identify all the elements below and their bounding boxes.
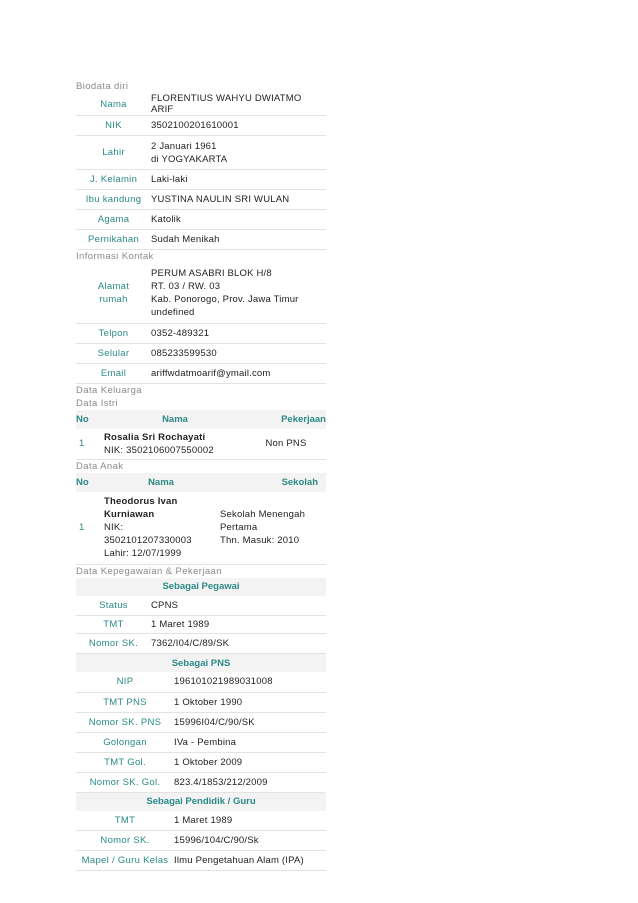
- anak-header-sekolah: Sekolah: [218, 473, 326, 492]
- biodata-row-pernikahan: [76, 230, 326, 250]
- kontak-table: [76, 263, 326, 384]
- value-tmt: 1 Maret 1989: [151, 616, 326, 634]
- section-kontak-title: Informasi Kontak: [76, 251, 154, 262]
- istri-pekerjaan: Non PNS: [246, 429, 326, 460]
- label-email: Email: [76, 363, 151, 383]
- istri-nama: Rosalia Sri Rochayati: [104, 431, 206, 443]
- value-guru-mapel: Ilmu Pengetahuan Alam (IPA): [174, 851, 326, 871]
- value-status: CPNS: [151, 596, 326, 616]
- label-lahir: Lahir: [76, 136, 151, 170]
- section-kepegawaian-title: Data Kepegawaian & Pekerjaan: [76, 565, 222, 577]
- kontak-row-email: [76, 363, 326, 383]
- value-tmt-gol: 1 Oktober 2009: [174, 752, 326, 772]
- value-agama: Katolik: [151, 210, 326, 230]
- value-guru-tmt: 1 Maret 1989: [174, 811, 326, 831]
- pns-row-tmt-gol: [76, 752, 326, 772]
- anak-nama-line1: Theodorus Ivan: [104, 496, 178, 508]
- istri-header-row: [76, 410, 326, 429]
- label-guru-tmt: TMT: [76, 811, 174, 831]
- guru-row-nomor-sk: [76, 831, 326, 851]
- guru-row-tmt: [76, 811, 326, 831]
- anak-header-no: No: [76, 473, 104, 492]
- value-tmt-pns: 1 Oktober 1990: [174, 692, 326, 712]
- label-tmt: TMT: [76, 616, 151, 634]
- label-agama: Agama: [76, 210, 151, 230]
- label-ibu: Ibu kandung: [76, 190, 151, 210]
- value-email: ariffwdatmoarif@ymail.com: [151, 363, 326, 383]
- anak-sekolah-line3: Thn. Masuk: 2010: [220, 535, 300, 547]
- anak-table: [76, 473, 326, 565]
- value-lahir-place: di YOGYAKARTA: [151, 153, 228, 165]
- anak-detail-line1: NIK:: [104, 522, 124, 534]
- guru-header-row: [76, 793, 326, 811]
- anak-detail-line2: 3502101207330003: [104, 535, 192, 547]
- pns-header-row: [76, 654, 326, 672]
- kontak-row-selular: [76, 343, 326, 363]
- value-lahir: [151, 136, 326, 170]
- istri-row: [76, 429, 326, 460]
- anak-sekolah-cell: [218, 492, 326, 564]
- guru-table: [76, 793, 326, 872]
- alamat-line3: Kab. Ponorogo, Prov. Jawa Timur: [151, 293, 299, 305]
- anak-no: 1: [76, 492, 104, 564]
- value-nik: 3502100201610001: [151, 116, 326, 136]
- value-nomor-sk-pns: 15996I04/C/90/SK: [174, 712, 326, 732]
- anak-nama-line2: Kurniawan: [104, 509, 155, 521]
- pns-table: [76, 654, 326, 793]
- label-nama: Nama: [76, 93, 151, 116]
- biodata-row-nik: [76, 116, 326, 136]
- profile-document: [76, 80, 326, 871]
- anak-header-row: [76, 473, 326, 492]
- kontak-row-alamat: [76, 263, 326, 323]
- pegawai-header-row: [76, 578, 326, 596]
- istri-header-no: No: [76, 410, 104, 429]
- label-telpon: Telpon: [76, 323, 151, 343]
- biodata-table: [76, 93, 326, 250]
- pegawai-header: Sebagai Pegawai: [76, 578, 326, 596]
- alamat-line4: undefined: [151, 306, 195, 318]
- istri-no: 1: [76, 429, 104, 460]
- anak-detail-line3: Lahir: 12/07/1999: [104, 548, 182, 560]
- value-nip: 196101021989031008: [174, 672, 326, 692]
- pegawai-row-tmt: [76, 616, 326, 634]
- label-tmt-pns: TMT PNS: [76, 692, 174, 712]
- value-nomor-sk-gol: 823.4/1853/212/2009: [174, 772, 326, 792]
- label-guru-nomor-sk: Nomor SK.: [76, 831, 174, 851]
- pegawai-table: [76, 578, 326, 655]
- section-keluarga-title: Data Keluarga: [76, 384, 142, 396]
- guru-row-mapel: [76, 851, 326, 871]
- label-nik: NIK: [76, 116, 151, 136]
- anak-row: [76, 492, 326, 564]
- value-guru-nomor-sk: 15996/104/C/90/Sk: [174, 831, 326, 851]
- istri-header-pekerjaan: Pekerjaan: [246, 410, 326, 429]
- value-nama: FLORENTIUS WAHYU DWIATMO ARIF: [151, 93, 326, 116]
- section-anak-title: Data Anak: [76, 461, 124, 472]
- value-kelamin: Laki-laki: [151, 170, 326, 190]
- label-guru-mapel: Mapel / Guru Kelas: [76, 851, 174, 871]
- value-telpon: 0352-489321: [151, 323, 326, 343]
- anak-sekolah-line2: Pertama: [220, 522, 258, 534]
- label-nip: NIP: [76, 672, 174, 692]
- label-alamat: [76, 263, 151, 323]
- pns-row-tmt-pns: [76, 692, 326, 712]
- label-nomor-sk: Nomor SK.: [76, 634, 151, 654]
- anak-header-nama: Nama: [104, 473, 218, 492]
- pns-header: Sebagai PNS: [76, 654, 326, 672]
- label-pernikahan: Pernikahan: [76, 230, 151, 250]
- label-nomor-sk-pns: Nomor SK. PNS: [76, 712, 174, 732]
- istri-table: [76, 410, 326, 461]
- pegawai-row-nomor-sk: [76, 634, 326, 654]
- istri-header-nama: Nama: [104, 410, 246, 429]
- biodata-row-kelamin: [76, 170, 326, 190]
- label-golongan: Golongan: [76, 732, 174, 752]
- section-biodata-title: Biodata diri: [76, 81, 129, 92]
- label-alamat-line1: Alamat: [97, 280, 130, 292]
- label-kelamin: J. Kelamin: [76, 170, 151, 190]
- biodata-row-nama: [76, 93, 326, 116]
- label-tmt-gol: TMT Gol.: [76, 752, 174, 772]
- label-status: Status: [76, 596, 151, 616]
- label-selular: Selular: [76, 343, 151, 363]
- value-golongan: IVa - Pembina: [174, 732, 326, 752]
- alamat-line2: RT. 03 / RW. 03: [151, 280, 221, 292]
- value-alamat: [151, 263, 326, 323]
- biodata-row-ibu: [76, 190, 326, 210]
- pns-row-nip: [76, 672, 326, 692]
- kontak-row-telpon: [76, 323, 326, 343]
- pegawai-row-status: [76, 596, 326, 616]
- value-lahir-date: 2 Januari 1961: [151, 140, 217, 152]
- pns-row-golongan: [76, 732, 326, 752]
- istri-nama-cell: [104, 429, 246, 460]
- anak-sekolah-line1: Sekolah Menengah: [220, 509, 306, 521]
- anak-nama-cell: [104, 492, 218, 564]
- alamat-line1: PERUM ASABRI BLOK H/8: [151, 267, 272, 279]
- guru-header: Sebagai Pendidik / Guru: [76, 793, 326, 811]
- label-alamat-line2: rumah: [99, 293, 128, 305]
- value-nomor-sk: 7362/I04/C/89/SK: [151, 634, 326, 654]
- label-nomor-sk-gol: Nomor SK. Gol.: [76, 772, 174, 792]
- biodata-row-lahir: [76, 136, 326, 170]
- pns-row-nomor-sk-pns: [76, 712, 326, 732]
- istri-nik: NIK: 3502106007550002: [104, 444, 214, 456]
- pns-row-nomor-sk-gol: [76, 772, 326, 792]
- biodata-row-agama: [76, 210, 326, 230]
- value-pernikahan: Sudah Menikah: [151, 230, 326, 250]
- section-istri-title: Data Istri: [76, 397, 119, 409]
- value-ibu: YUSTINA NAULIN SRI WULAN: [151, 190, 326, 210]
- value-selular: 085233599530: [151, 343, 326, 363]
